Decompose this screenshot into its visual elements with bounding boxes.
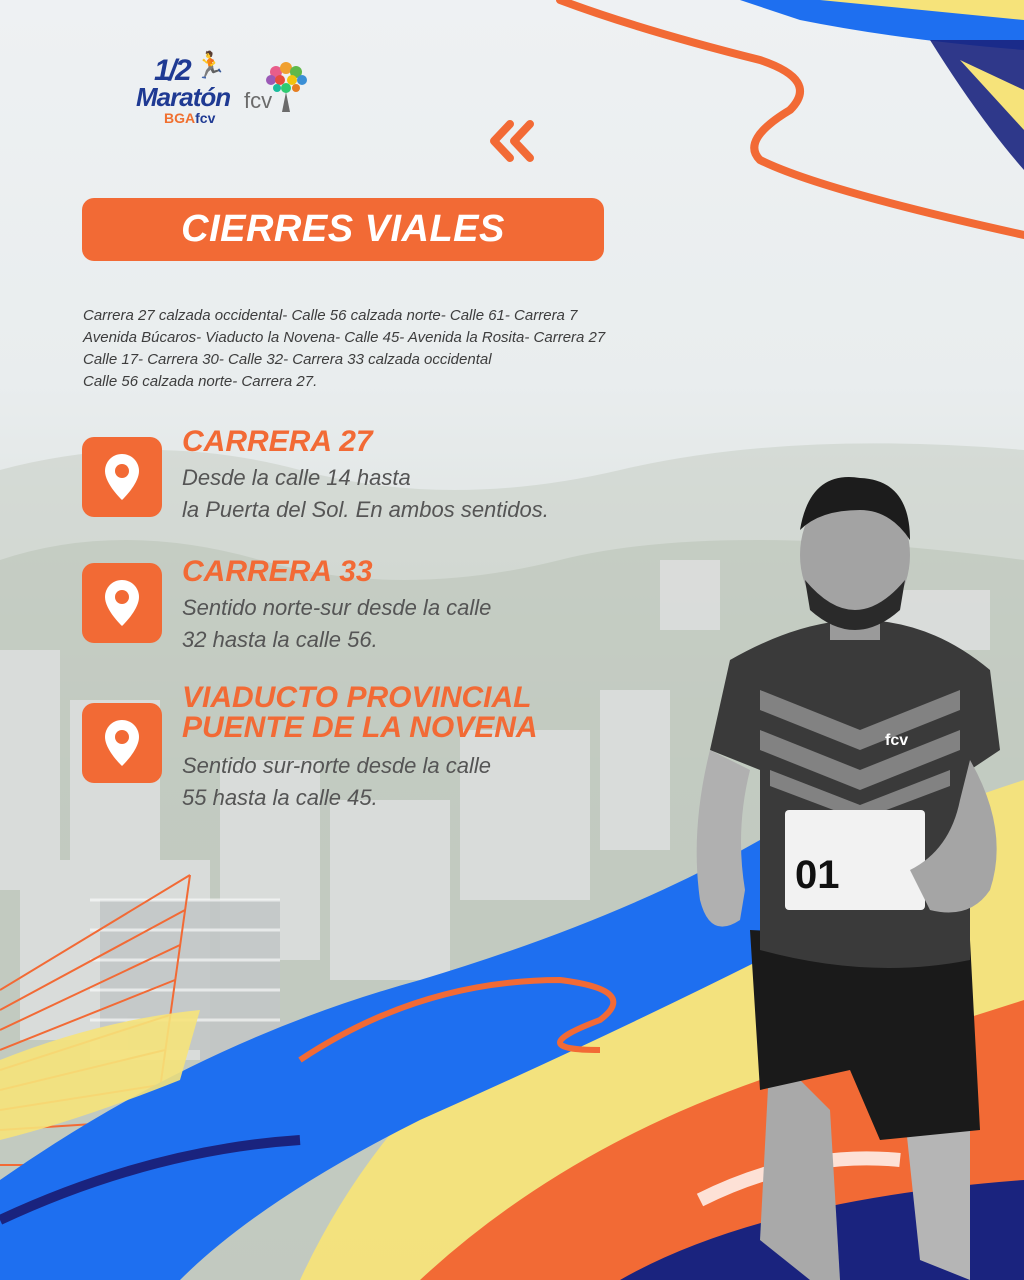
route-intro-line: Avenida Búcaros- Viaducto la Novena- Calle 45- Avenida la Rosita- Carrera 27: [83, 329, 606, 346]
closure-description: 55 hasta la calle 45.: [182, 785, 378, 810]
pin-box: [82, 563, 162, 643]
half-marathon-logo: [134, 48, 234, 130]
route-intro-line: Calle 56 calzada norte- Carrera 27.: [83, 373, 318, 390]
closure-description: Sentido sur-norte desde la calle: [182, 753, 492, 778]
route-intro-line: Carrera 27 calzada occidental- Calle 56 calzada norte- Calle 61- Carrera 7: [83, 307, 578, 324]
title-banner: [82, 198, 604, 261]
closure-item: [82, 681, 702, 813]
runner-figure: [670, 470, 1024, 1280]
closure-item: [82, 425, 702, 527]
closure-description: la Puerta del Sol. En ambos sentidos.: [182, 497, 549, 522]
fcv-logo-text: fcv: [244, 88, 273, 113]
logo-name: Maratón: [136, 82, 231, 112]
page-title: CIERRES VIALES: [181, 208, 505, 250]
route-intro: [83, 305, 703, 393]
closure-description: 32 hasta la calle 56.: [182, 627, 378, 652]
location-pin-icon: [103, 718, 141, 768]
closure-heading: PUENTE DE LA NOVENA: [182, 711, 538, 744]
runner-logo-icon: 🏃: [194, 50, 227, 80]
fcv-logo: [244, 58, 324, 118]
logo-sub-fcv: fcv: [195, 110, 216, 126]
closure-heading: VIADUCTO PROVINCIAL: [182, 681, 532, 714]
logo-sub-bga: BGA: [164, 110, 196, 126]
pin-box: [82, 437, 162, 517]
pin-box: [82, 703, 162, 783]
closure-item: [82, 555, 702, 653]
logo-sub: [164, 110, 215, 126]
location-pin-icon: [103, 578, 141, 628]
location-pin-icon: [103, 452, 141, 502]
shirt-logo: fcv: [885, 732, 909, 749]
double-chevron-left-icon: [486, 120, 540, 162]
route-intro-line: Calle 17- Carrera 30- Calle 32- Carrera 33 calzada occidental: [83, 351, 492, 368]
bib-number: 01: [795, 853, 840, 897]
closure-heading: CARRERA 33: [182, 555, 373, 588]
closure-description: Desde la calle 14 hasta: [182, 465, 411, 490]
logo-fraction: 1/2: [154, 54, 190, 87]
closure-heading: CARRERA 27: [182, 425, 373, 458]
closure-description: Sentido norte-sur desde la calle: [182, 595, 492, 620]
